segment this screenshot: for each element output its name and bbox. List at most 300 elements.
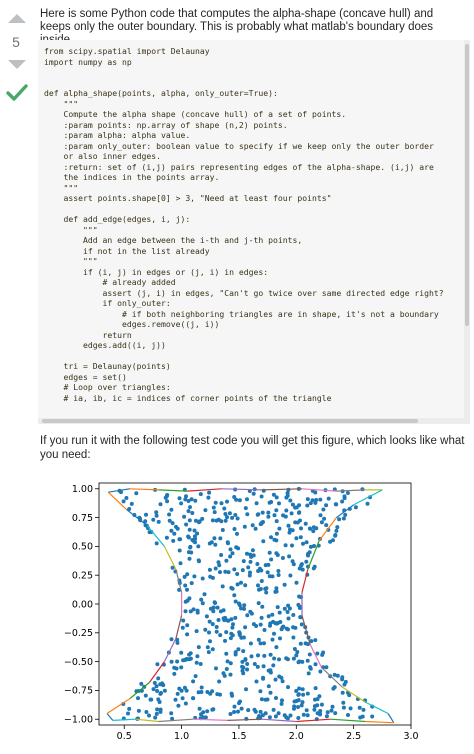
- data-point: [158, 682, 162, 686]
- data-point: [220, 501, 224, 505]
- code-horizontal-scroll-thumb[interactable]: [42, 419, 418, 423]
- data-point: [261, 713, 265, 717]
- data-point: [320, 703, 324, 707]
- data-point: [270, 613, 274, 617]
- data-point: [306, 554, 310, 558]
- data-point: [232, 593, 236, 597]
- data-point: [201, 710, 205, 714]
- data-point: [281, 679, 285, 683]
- data-point: [328, 540, 332, 544]
- data-point: [218, 570, 222, 574]
- data-point: [358, 716, 362, 720]
- data-point: [278, 636, 282, 640]
- data-point: [224, 630, 228, 634]
- data-point: [233, 513, 237, 517]
- data-point: [249, 560, 253, 564]
- data-point: [294, 653, 298, 657]
- data-point: [229, 636, 233, 640]
- data-point: [213, 510, 217, 514]
- data-point: [163, 689, 167, 693]
- data-point: [217, 618, 221, 622]
- data-point: [325, 714, 329, 718]
- boundary-edge: [107, 699, 130, 714]
- x-tick-label: 0.5: [116, 731, 132, 742]
- data-point: [337, 517, 341, 521]
- data-point: [284, 543, 288, 547]
- data-point: [136, 696, 140, 700]
- data-point: [296, 705, 300, 709]
- data-point: [211, 609, 215, 613]
- data-point: [181, 658, 185, 662]
- data-point: [214, 567, 218, 571]
- data-point: [216, 606, 220, 610]
- data-point: [245, 552, 249, 556]
- data-point: [307, 671, 311, 675]
- boundary-edge: [302, 616, 310, 645]
- data-point: [277, 657, 281, 661]
- data-point: [245, 662, 249, 666]
- boundary-edge: [159, 719, 194, 721]
- boundary-edge: [342, 687, 365, 702]
- data-point: [261, 676, 265, 680]
- data-point: [295, 581, 299, 585]
- data-point: [257, 638, 261, 642]
- data-point: [189, 651, 193, 655]
- data-point: [155, 684, 159, 688]
- data-point: [207, 491, 211, 495]
- data-point: [309, 667, 313, 671]
- data-point: [275, 532, 279, 536]
- data-point: [203, 592, 207, 596]
- data-point: [232, 710, 236, 714]
- data-point: [195, 532, 199, 536]
- data-point: [208, 620, 212, 624]
- data-point: [342, 517, 346, 521]
- data-point: [222, 671, 226, 675]
- data-point: [281, 556, 285, 560]
- data-point: [276, 569, 280, 573]
- data-point: [242, 603, 246, 607]
- data-point: [196, 544, 200, 548]
- data-point: [224, 559, 228, 563]
- data-point: [291, 613, 295, 617]
- data-point: [291, 528, 295, 532]
- data-point: [203, 628, 207, 632]
- data-point: [195, 629, 199, 633]
- data-point: [171, 521, 175, 525]
- data-point: [169, 711, 173, 715]
- data-point: [192, 539, 196, 543]
- data-point: [170, 637, 174, 641]
- data-point: [231, 587, 235, 591]
- boundary-edge: [365, 722, 394, 723]
- data-point: [144, 513, 148, 517]
- data-point: [262, 654, 266, 658]
- data-point: [272, 657, 276, 661]
- data-point: [277, 711, 281, 715]
- data-point: [235, 572, 239, 576]
- data-point: [229, 712, 233, 716]
- data-point: [178, 537, 182, 541]
- data-point: [284, 496, 288, 500]
- data-point: [250, 612, 254, 616]
- data-point: [256, 583, 260, 587]
- data-point: [275, 590, 279, 594]
- data-point: [243, 525, 247, 529]
- data-point: [260, 616, 264, 620]
- x-tick-label: 1.5: [231, 731, 247, 742]
- data-point: [296, 693, 300, 697]
- data-point: [304, 560, 308, 564]
- data-point: [273, 513, 277, 517]
- data-point: [333, 534, 337, 538]
- data-point: [130, 502, 134, 506]
- data-point: [199, 662, 203, 666]
- data-point: [280, 702, 284, 706]
- data-point: [124, 496, 128, 500]
- data-point: [187, 536, 191, 540]
- code-vertical-scrollbar[interactable]: [464, 40, 470, 424]
- data-point: [326, 710, 330, 714]
- data-point: [191, 679, 195, 683]
- data-point: [299, 564, 303, 568]
- data-point: [203, 508, 207, 512]
- data-point: [217, 560, 221, 564]
- data-point: [134, 491, 138, 495]
- data-point: [185, 689, 189, 693]
- data-point: [271, 638, 275, 642]
- data-point: [302, 713, 306, 717]
- data-point: [230, 516, 234, 520]
- data-point: [293, 520, 297, 524]
- data-point: [314, 526, 318, 530]
- data-point: [274, 714, 278, 718]
- data-point: [200, 686, 204, 690]
- data-point: [312, 566, 316, 570]
- data-point: [269, 558, 273, 562]
- data-point: [156, 676, 160, 680]
- data-point: [242, 636, 246, 640]
- y-tick-label: 0.50: [71, 541, 93, 553]
- data-point: [295, 650, 299, 654]
- data-point: [245, 512, 249, 516]
- boundary-edge: [336, 490, 365, 491]
- data-point: [181, 696, 185, 700]
- data-point: [183, 575, 187, 579]
- data-point: [312, 544, 316, 548]
- data-point: [258, 689, 262, 693]
- data-point: [256, 665, 260, 669]
- upvote-arrow-icon[interactable]: [8, 14, 26, 23]
- data-point: [271, 663, 275, 667]
- data-point: [268, 715, 272, 719]
- alpha-shape-figure: [54, 472, 430, 750]
- data-point: [226, 619, 230, 623]
- data-point: [207, 650, 211, 654]
- data-point: [284, 509, 288, 513]
- data-point: [334, 502, 338, 506]
- data-point: [188, 505, 192, 509]
- data-point: [305, 540, 309, 544]
- data-point: [172, 532, 176, 536]
- data-point: [174, 698, 178, 702]
- data-point: [341, 691, 345, 695]
- data-point: [266, 515, 270, 519]
- data-point: [274, 696, 278, 700]
- data-point: [306, 692, 310, 696]
- data-point: [333, 685, 337, 689]
- boundary-edge: [365, 702, 388, 714]
- data-point: [208, 568, 212, 572]
- data-point: [185, 632, 189, 636]
- data-point: [159, 691, 163, 695]
- data-point: [233, 705, 237, 709]
- data-point: [179, 651, 183, 655]
- data-point: [314, 686, 318, 690]
- data-point: [245, 668, 249, 672]
- data-point: [222, 507, 226, 511]
- data-point: [188, 546, 192, 550]
- data-point: [251, 523, 255, 527]
- data-point: [152, 687, 156, 691]
- y-axis-ticks: [64, 484, 99, 725]
- data-point: [346, 713, 350, 717]
- code-horizontal-scrollbar[interactable]: [38, 418, 470, 424]
- data-point: [170, 660, 174, 664]
- data-point: [324, 503, 328, 507]
- data-point: [260, 697, 264, 701]
- boundary-edge: [296, 719, 330, 721]
- data-point: [246, 565, 250, 569]
- y-tick-label: −1.00: [63, 714, 93, 726]
- y-tick-label: 1.00: [71, 484, 93, 496]
- data-point: [233, 616, 237, 620]
- data-point: [155, 712, 159, 716]
- data-point: [287, 617, 291, 621]
- data-point: [259, 641, 263, 645]
- data-point: [232, 567, 236, 571]
- data-point: [274, 551, 278, 555]
- data-point: [331, 705, 335, 709]
- data-point: [159, 710, 163, 714]
- data-point: [240, 707, 244, 711]
- data-point: [226, 541, 230, 545]
- data-point: [340, 675, 344, 679]
- boundary-edge: [388, 714, 394, 723]
- data-point: [225, 500, 229, 504]
- data-point: [256, 653, 260, 657]
- data-point: [176, 704, 180, 708]
- data-point: [175, 660, 179, 664]
- data-point: [211, 647, 215, 651]
- data-point: [159, 502, 163, 506]
- data-point: [262, 664, 266, 668]
- data-point: [179, 501, 183, 505]
- data-point: [259, 623, 263, 627]
- data-point: [147, 714, 151, 718]
- data-point: [311, 529, 315, 533]
- data-point: [327, 497, 331, 501]
- data-point: [253, 662, 257, 666]
- data-point: [157, 520, 161, 524]
- data-point: [255, 562, 259, 566]
- data-point: [257, 588, 261, 592]
- code-vertical-scroll-thumb[interactable]: [465, 44, 469, 326]
- data-point: [223, 616, 227, 620]
- data-point: [199, 598, 203, 602]
- data-point: [334, 529, 338, 533]
- data-point: [155, 541, 159, 545]
- data-point: [292, 562, 296, 566]
- downvote-arrow-icon[interactable]: [8, 60, 26, 69]
- data-point: [301, 700, 305, 704]
- data-point: [243, 625, 247, 629]
- data-point: [308, 653, 312, 657]
- boundary-edge: [193, 719, 227, 720]
- y-tick-label: 0.00: [71, 599, 93, 611]
- data-point: [234, 653, 238, 657]
- data-point: [236, 582, 240, 586]
- data-point: [237, 602, 241, 606]
- data-point: [237, 701, 241, 705]
- data-point: [255, 501, 259, 505]
- data-point: [240, 660, 244, 664]
- data-point: [239, 581, 243, 585]
- data-point: [305, 708, 309, 712]
- data-point: [264, 591, 268, 595]
- code-text: from scipy.spatial import Delaunay import numpy as np def alpha_shape(points, alpha, only_outer=True): """ Compute the alpha shape (concave hull) of a set of points. :param points: np.array of shape (n,2) points. :param alpha: alpha value. :param only_outer: boolean value to specify if we keep only the outer border or also inner edges. :return: set of (i,j) pairs representing edges of the alpha-shape. (i,j) are the indices in the points array. """ assert points.shape[0] > 3, "Need at least four points" def add_edge(edges, i, j): """ Add an edge between the i-th and j-th points, if not in the list already """ if (i, j) in edges or (j, i) in edges: # already added assert (j, i) in edges, "Can't go twice over same directed edge right? if only_outer: # if both neighboring triangles are in shape, it's not a boundary edges.remove((j, i)) return edges.add((i, j)) tri = Delaunay(points) edges = set() # Loop over triangles: # ia, ib, ic = indices of corner points of the triangle: [44, 46, 444, 403]
- data-point: [288, 574, 292, 578]
- data-point: [234, 545, 238, 549]
- data-point: [313, 501, 317, 505]
- data-point: [305, 504, 309, 508]
- data-point: [250, 654, 254, 658]
- data-point: [370, 715, 374, 719]
- data-point: [299, 535, 303, 539]
- boundary-edge: [107, 714, 113, 721]
- x-axis-ticks: [117, 725, 419, 742]
- data-point: [301, 693, 305, 697]
- data-point: [246, 708, 250, 712]
- data-point: [197, 558, 201, 562]
- data-point: [274, 678, 278, 682]
- data-point: [213, 543, 217, 547]
- data-point: [169, 529, 173, 533]
- data-point: [215, 625, 219, 629]
- data-point: [219, 553, 223, 557]
- data-point: [257, 601, 261, 605]
- data-point: [343, 496, 347, 500]
- data-point: [245, 497, 249, 501]
- data-point: [264, 698, 268, 702]
- boundary-edge: [127, 510, 148, 526]
- data-point: [223, 639, 227, 643]
- data-point: [195, 661, 199, 665]
- data-point: [184, 702, 188, 706]
- data-point: [294, 536, 298, 540]
- data-point: [192, 607, 196, 611]
- data-point: [206, 496, 210, 500]
- data-point: [234, 498, 238, 502]
- data-point: [322, 517, 326, 521]
- data-point: [291, 636, 295, 640]
- data-point: [153, 716, 157, 720]
- boundary-edge: [113, 719, 136, 720]
- data-point: [261, 539, 265, 543]
- data-point: [188, 518, 192, 522]
- data-point: [278, 611, 282, 615]
- data-point: [324, 523, 328, 527]
- boundary-edge: [302, 489, 336, 491]
- data-point: [167, 513, 171, 517]
- data-point: [296, 716, 300, 720]
- data-point: [243, 583, 247, 587]
- data-point: [207, 631, 211, 635]
- data-point: [304, 522, 308, 526]
- data-point: [187, 499, 191, 503]
- data-point: [281, 625, 285, 629]
- data-point: [314, 662, 318, 666]
- data-point: [259, 710, 263, 714]
- data-point: [248, 574, 252, 578]
- data-point: [269, 535, 273, 539]
- data-point: [165, 499, 169, 503]
- data-point: [260, 521, 264, 525]
- data-point: [195, 654, 199, 658]
- boundary-edge: [302, 569, 308, 592]
- data-point: [215, 630, 219, 634]
- data-point: [213, 600, 217, 604]
- data-point: [165, 536, 169, 540]
- scatter-points: [118, 487, 375, 721]
- boundary-edge: [262, 489, 302, 490]
- data-point: [362, 708, 366, 712]
- y-tick-label: −0.25: [63, 628, 93, 640]
- data-point: [224, 519, 228, 523]
- data-point: [193, 499, 197, 503]
- data-point: [175, 667, 179, 671]
- data-point: [176, 527, 180, 531]
- data-point: [286, 657, 290, 661]
- data-point: [267, 669, 271, 673]
- data-point: [271, 574, 275, 578]
- data-point: [223, 570, 227, 574]
- data-point: [184, 523, 188, 527]
- data-point: [229, 632, 233, 636]
- data-point: [185, 657, 189, 661]
- data-point: [256, 512, 260, 516]
- data-point: [229, 547, 233, 551]
- data-point: [206, 645, 210, 649]
- data-point: [293, 626, 297, 630]
- data-point: [340, 500, 344, 504]
- data-point: [199, 690, 203, 694]
- data-point: [212, 506, 216, 510]
- data-point: [178, 496, 182, 500]
- x-tick-label: 1.0: [174, 731, 190, 742]
- data-point: [275, 495, 279, 499]
- data-point: [182, 515, 186, 519]
- data-point: [306, 713, 310, 717]
- data-point: [179, 665, 183, 669]
- x-tick-label: 2.5: [346, 731, 362, 742]
- data-point: [255, 680, 259, 684]
- data-point: [290, 544, 294, 548]
- data-point: [300, 622, 304, 626]
- data-point: [164, 496, 168, 500]
- data-point: [172, 672, 176, 676]
- alpha-shape-boundary: [107, 489, 394, 723]
